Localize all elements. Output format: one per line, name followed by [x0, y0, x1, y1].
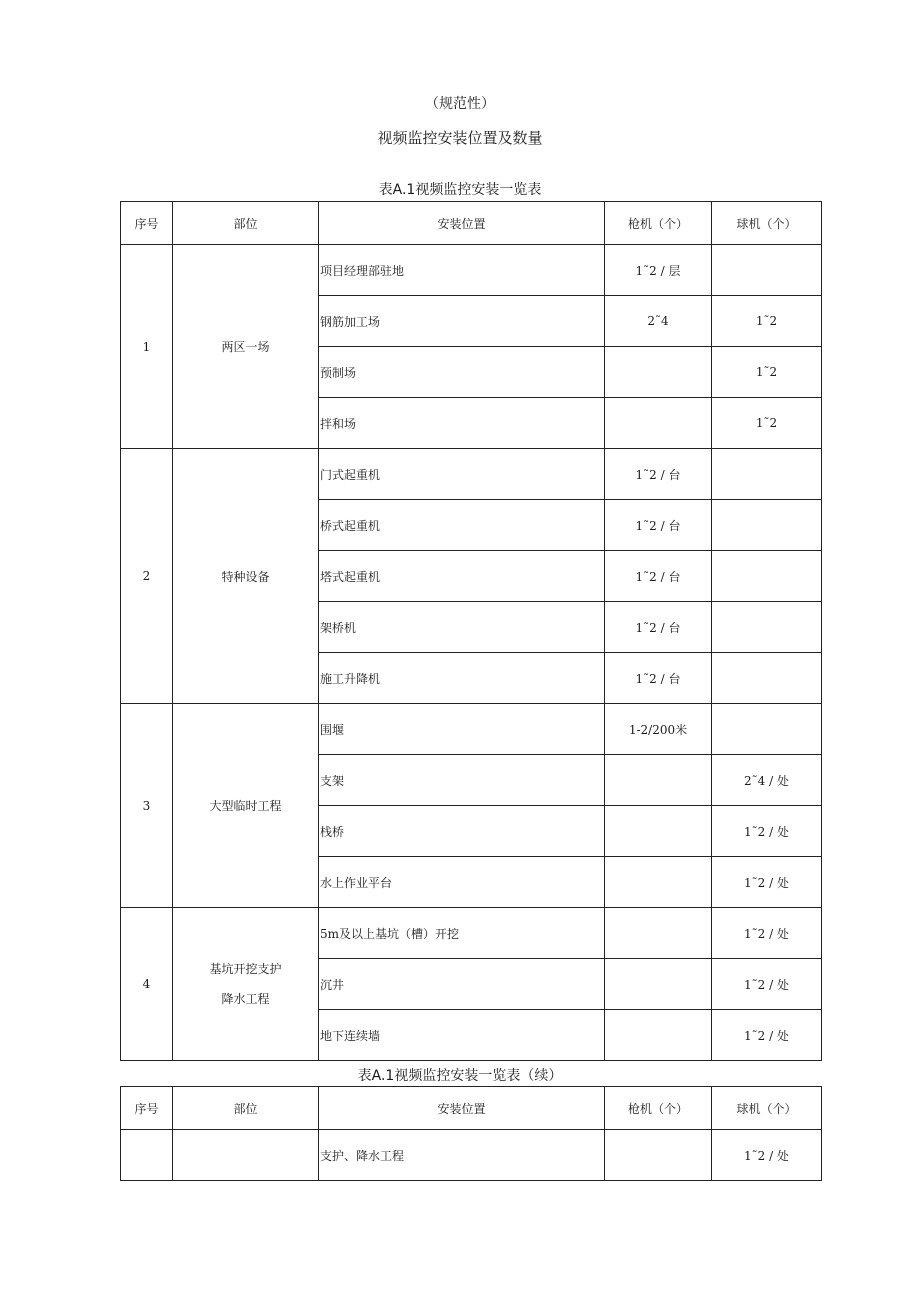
gun-camera-count: 1˜2 / 台	[605, 551, 712, 602]
group-number: 1	[121, 245, 173, 449]
annex-subtitle: （规范性）	[425, 96, 495, 112]
dome-camera-count: 1˜2	[712, 347, 822, 398]
gun-camera-count: 1-2/200米	[605, 704, 712, 755]
gun-camera-count	[605, 908, 712, 959]
gun-camera-count	[605, 806, 712, 857]
group-number: 4	[121, 908, 173, 1061]
dome-camera-count	[712, 449, 822, 500]
group-part	[173, 908, 319, 1061]
group-number	[121, 1130, 173, 1181]
install-location: 地下连续墙	[319, 1010, 605, 1061]
gun-camera-count: 1˜2 / 台	[605, 500, 712, 551]
group-number: 2	[121, 449, 173, 704]
col-header-gun-camera: 枪机（个）	[605, 1087, 712, 1130]
table-row	[121, 449, 822, 500]
gun-camera-count: 1˜2 / 台	[605, 653, 712, 704]
gun-camera-count: 2˜4	[605, 296, 712, 347]
group-number: 3	[121, 704, 173, 908]
install-location: 门式起重机	[319, 449, 605, 500]
dome-camera-count	[712, 704, 822, 755]
table-header-row	[121, 202, 822, 245]
group-part-line1: 基坑开挖支护	[209, 962, 282, 976]
annex-title: 视频监控安装位置及数量	[377, 129, 543, 147]
install-location: 支护、降水工程	[319, 1130, 605, 1181]
install-location: 塔式起重机	[319, 551, 605, 602]
gun-camera-count: 1˜2 / 层	[605, 245, 712, 296]
dome-camera-count	[712, 602, 822, 653]
dome-camera-count: 1˜2 / 处	[712, 1010, 822, 1061]
install-location: 沉井	[319, 959, 605, 1010]
dome-camera-count	[712, 551, 822, 602]
install-location: 拌和场	[319, 398, 605, 449]
camera-installation-table	[120, 201, 822, 1061]
install-location: 围堰	[319, 704, 605, 755]
col-header-gun-camera: 枪机（个）	[605, 202, 712, 245]
table-row	[121, 704, 822, 755]
group-part	[173, 1130, 319, 1181]
table1-caption: 表A.1视频监控安装一览表	[378, 182, 542, 198]
install-location: 水上作业平台	[319, 857, 605, 908]
group-part: 特种设备	[173, 449, 319, 704]
dome-camera-count: 1˜2 / 处	[712, 1130, 822, 1181]
table-row	[121, 245, 822, 296]
gun-camera-count	[605, 1130, 712, 1181]
gun-camera-count	[605, 857, 712, 908]
install-location: 桥式起重机	[319, 500, 605, 551]
group-part: 两区一场	[173, 245, 319, 449]
install-location: 施工升降机	[319, 653, 605, 704]
dome-camera-count	[712, 245, 822, 296]
col-header-dome-camera: 球机（个）	[712, 202, 822, 245]
table-header-row	[121, 1087, 822, 1130]
group-part-line2: 降水工程	[221, 992, 270, 1006]
dome-camera-count: 1˜2 / 处	[712, 857, 822, 908]
col-header-location: 安装位置	[319, 1087, 605, 1130]
install-location: 项目经理部驻地	[319, 245, 605, 296]
dome-camera-count	[712, 653, 822, 704]
gun-camera-count: 1˜2 / 台	[605, 449, 712, 500]
col-header-part: 部位	[173, 1087, 319, 1130]
dome-camera-count: 2˜4 / 处	[712, 755, 822, 806]
dome-camera-count: 1˜2 / 处	[712, 959, 822, 1010]
install-location: 钢筋加工场	[319, 296, 605, 347]
dome-camera-count: 1˜2	[712, 398, 822, 449]
group-part: 大型临时工程	[173, 704, 319, 908]
gun-camera-count	[605, 347, 712, 398]
col-header-dome-camera: 球机（个）	[712, 1087, 822, 1130]
col-header-number: 序号	[121, 1087, 173, 1130]
gun-camera-count: 1˜2 / 台	[605, 602, 712, 653]
camera-installation-table-continued	[120, 1086, 822, 1181]
gun-camera-count	[605, 1010, 712, 1061]
table2-caption: 表A.1视频监控安装一览表（续）	[357, 1068, 563, 1084]
col-header-location: 安装位置	[319, 202, 605, 245]
dome-camera-count	[712, 500, 822, 551]
gun-camera-count	[605, 398, 712, 449]
install-location: 预制场	[319, 347, 605, 398]
col-header-number: 序号	[121, 202, 173, 245]
table-row	[121, 1130, 822, 1181]
install-location: 架桥机	[319, 602, 605, 653]
col-header-part: 部位	[173, 202, 319, 245]
install-location: 5m及以上基坑（槽）开挖	[319, 908, 605, 959]
dome-camera-count: 1˜2 / 处	[712, 806, 822, 857]
install-location: 支架	[319, 755, 605, 806]
gun-camera-count	[605, 959, 712, 1010]
dome-camera-count: 1˜2 / 处	[712, 908, 822, 959]
gun-camera-count	[605, 755, 712, 806]
dome-camera-count: 1˜2	[712, 296, 822, 347]
install-location: 栈桥	[319, 806, 605, 857]
table-row	[121, 908, 822, 959]
